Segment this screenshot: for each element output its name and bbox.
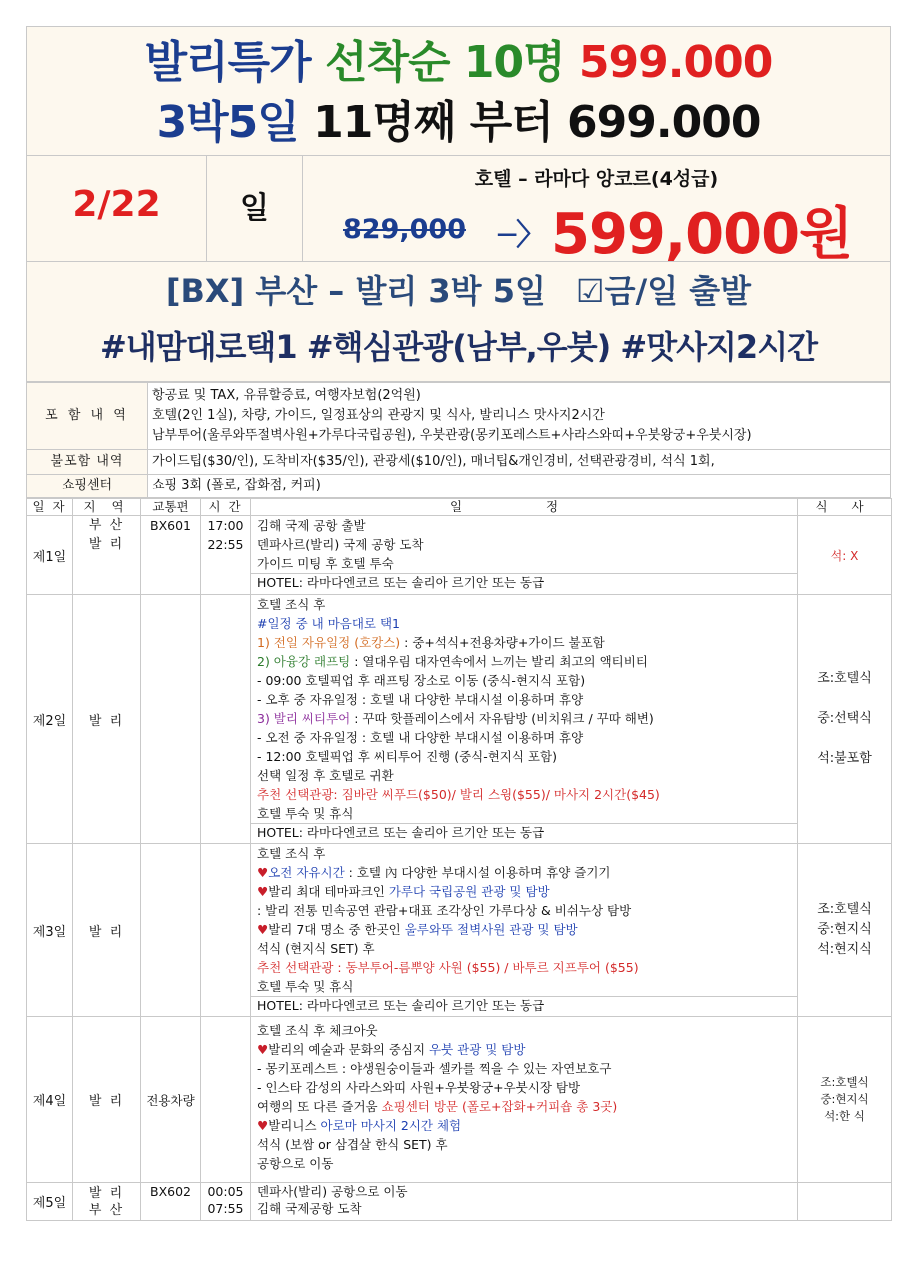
- itinerary-line: [257, 1040, 797, 1059]
- header-time: 시 간: [201, 499, 251, 516]
- itinerary-line: : 발리 전통 민속공연 관람+대표 조각상인 가루다상 & 비쉬누상 탐방: [257, 903, 632, 918]
- highlight: 쇼핑센터 방문 (폴로+잡화+커피숍 총 3곳): [381, 1099, 618, 1114]
- include-content: [148, 383, 891, 450]
- banner-first-come: 선착순 10명: [325, 37, 565, 88]
- day-row-3: [27, 844, 892, 1017]
- meal-lunch: 중:현지식: [817, 922, 872, 937]
- highlight: 가루다 국립공원 관광 및 탐방: [388, 884, 550, 899]
- itinerary-line: [257, 652, 797, 671]
- departure-days: ☑금/일 출발: [575, 272, 752, 310]
- banner-line-1: [27, 27, 890, 93]
- itinerary-line: - 몽키포레스트 : 야생원숭이들과 셀카를 찍을 수 있는 자연보호구: [257, 1061, 612, 1076]
- itinerary-line: [257, 863, 797, 882]
- itinerary-day-4: [251, 1017, 798, 1183]
- itinerary-line: 호텔 조식 후: [257, 597, 326, 612]
- highlight-desc: 발리의 예술과 문화의 중심지: [268, 1042, 430, 1057]
- include-label: 포 함 내 역: [27, 383, 148, 450]
- time-cell: [201, 516, 251, 595]
- route-row: [26, 262, 891, 382]
- itinerary-line: [257, 1097, 797, 1116]
- highlight-desc: 여행의 또 다른 즐거움: [257, 1099, 382, 1114]
- itinerary-line: 호텔 투숙 및 휴식: [257, 806, 354, 821]
- itinerary-line: - 오전 중 자유일정 : 호텔 내 다양한 부대시설 이용하며 휴양: [257, 730, 584, 745]
- schedule-table: [26, 498, 892, 1221]
- region-cell: 발 리: [73, 1017, 141, 1183]
- highlight: 우붓 관광 및 탐방: [429, 1042, 526, 1057]
- recommended-options: 추천 선택관광: 짐바란 씨푸드($50)/ 발리 스윙($55)/ 마사지 2시간($45): [257, 787, 660, 802]
- itinerary-line: [257, 882, 797, 901]
- recommended-options: 추천 선택관광 : 동부투어-름뿌양 사원 ($55) / 바투르 지프투어 ($55): [257, 960, 639, 975]
- meal-breakfast: 조:호텔식: [817, 671, 872, 686]
- meal-dinner: 석:한 식: [824, 1109, 865, 1123]
- time-arrival: 22:55: [207, 537, 244, 552]
- hotel-name: 호텔 – 라마다 앙코르(4성급): [474, 168, 719, 190]
- heart-icon: ♥: [257, 865, 269, 880]
- itinerary-line: 선택 일정 후 호텔로 귀환: [257, 768, 394, 783]
- day-row-5: [27, 1183, 892, 1221]
- meal-day-2: [798, 595, 892, 844]
- departure-day: 일: [207, 156, 303, 261]
- itinerary-line: [257, 709, 797, 728]
- day-label: 제3일: [27, 844, 73, 1017]
- banner-duration: 3박5일: [156, 97, 299, 148]
- itinerary-line: 호텔 조식 후 체크아웃: [257, 1023, 378, 1038]
- itinerary-line: - 12:00 호텔픽업 후 씨티투어 진행 (중식-현지식 포함): [257, 749, 557, 764]
- meal-day-4: [798, 1017, 892, 1183]
- hotel-info: HOTEL: 라마다엔코르 또는 솔리아 르기안 또는 동급: [251, 823, 797, 841]
- heart-icon: ♥: [257, 884, 269, 899]
- price-detail: [303, 156, 890, 267]
- highlight-desc: 발리 최대 테마파크인: [268, 884, 389, 899]
- heart-icon: ♥: [257, 1118, 269, 1133]
- header-transport: 교통편: [141, 499, 201, 516]
- region-cell: [73, 1183, 141, 1221]
- option-1-desc: : 중+석식+전용차량+가이드 불포함: [400, 635, 605, 650]
- region-from: 부 산: [88, 518, 125, 533]
- itinerary-line: 호텔 조식 후: [257, 846, 326, 861]
- highlight: 울루와뚜 절벽사원 관광 및 탐방: [404, 922, 578, 937]
- highlight: 오전 자유시간: [268, 865, 345, 880]
- option-3: 3) 발리 씨티투어: [257, 711, 351, 726]
- itinerary-line: 석식 (보쌈 or 삼겹살 한식 SET) 후: [257, 1137, 448, 1152]
- region-cell: 발 리: [73, 844, 141, 1017]
- itinerary-line: 김해 국제 공항 출발: [257, 518, 366, 533]
- meal-lunch: 중:선택식: [817, 711, 872, 726]
- travel-flyer: [26, 26, 891, 1221]
- include-line: 항공료 및 TAX, 유류할증료, 여행자보험(2억원): [152, 388, 421, 403]
- region-from: 발 리: [88, 1185, 125, 1201]
- itinerary-line: #일정 중 내 마음대로 택1: [257, 616, 400, 631]
- day-row-2: [27, 595, 892, 844]
- exclude-label: 불포함 내역: [27, 450, 148, 475]
- schedule-header: [27, 499, 892, 516]
- promo-banner: [26, 26, 891, 156]
- itinerary-line: 공항으로 이동: [257, 1156, 334, 1171]
- highlight-desc: 발리니스: [268, 1118, 321, 1133]
- meal-dinner: 석:현지식: [817, 942, 872, 957]
- transport-cell: [141, 844, 201, 1017]
- time-cell: [201, 844, 251, 1017]
- meal-breakfast: 조:호텔식: [820, 1075, 869, 1089]
- include-line: 호텔(2인 1실), 차량, 가이드, 일정표상의 관광지 및 식사, 발리니스 맛사지2시간: [152, 408, 605, 423]
- heart-icon: ♥: [257, 922, 269, 937]
- option-2-desc: : 열대우림 대자연속에서 느끼는 발리 최고의 액티비티: [350, 654, 648, 669]
- time-cell: [201, 595, 251, 844]
- region-cell: [73, 516, 141, 595]
- itinerary-line: - 인스타 감성의 사라스와띠 사원+우붓왕궁+우붓시장 탐방: [257, 1080, 581, 1095]
- itinerary-line: 덴파사르(발리) 국제 공항 도착: [257, 537, 424, 552]
- itinerary-line: 덴파사(발리) 공항으로 이동: [257, 1184, 408, 1199]
- itinerary-line: 호텔 투숙 및 휴식: [257, 979, 354, 994]
- option-1: 1) 전일 자유일정 (호캉스): [257, 635, 401, 650]
- shop-label: 쇼핑센터: [27, 475, 148, 498]
- meal-day-3: [798, 844, 892, 1017]
- day-label: 제1일: [27, 516, 73, 595]
- banner-title: 발리특가: [144, 37, 311, 88]
- meal-day-5: [798, 1183, 892, 1221]
- time-arrival: 07:55: [207, 1201, 244, 1216]
- header-day: 일 자: [27, 499, 73, 516]
- transport-cell: [141, 595, 201, 844]
- itinerary-line: 김해 국제공항 도착: [257, 1201, 362, 1216]
- option-3-desc: : 꾸따 핫플레이스에서 자유탐방 (비치워크 / 꾸따 해변): [350, 711, 654, 726]
- header-meal: 식 사: [798, 499, 892, 516]
- itinerary-line: 가이드 미팅 후 호텔 투숙: [257, 556, 394, 571]
- time-cell: [201, 1017, 251, 1183]
- day-label: 제5일: [27, 1183, 73, 1221]
- header-itinerary: 일 정: [251, 499, 798, 516]
- flight-number: BX601: [141, 516, 201, 595]
- day-label: 제4일: [27, 1017, 73, 1183]
- banner-price: 599.000: [578, 37, 773, 88]
- highlight-desc: : 호텔 內 다양한 부대시설 이용하며 휴양 즐기기: [344, 865, 611, 880]
- itinerary-day-1: [251, 516, 798, 595]
- time-cell: [201, 1183, 251, 1221]
- header-region: 지 역: [73, 499, 141, 516]
- day-label: 제2일: [27, 595, 73, 844]
- highlight: 아로마 마사지 2시간 체험: [320, 1118, 462, 1133]
- departure-date: 2/22: [27, 156, 207, 261]
- region-to: 부 산: [88, 1202, 125, 1218]
- itinerary-line: 석식 (현지식 SET) 후: [257, 941, 375, 956]
- flight-number: BX602: [141, 1183, 201, 1221]
- hotel-info: HOTEL: 라마다엔코르 또는 솔리아 르기안 또는 동급: [251, 996, 797, 1014]
- meal-dinner: 석:불포함: [817, 751, 872, 766]
- exclude-content: 가이드팁($30/인), 도착비자($35/인), 관광세($10/인), 매너팁&개인경비, 선택관광경비, 석식 1회,: [148, 450, 891, 475]
- itinerary-day-5: [251, 1183, 798, 1221]
- region-cell: 발 리: [73, 595, 141, 844]
- day-row-1: [27, 516, 892, 595]
- old-price: 829,000: [343, 214, 466, 245]
- banner-later-price: 11명째 부터 699.000: [313, 97, 761, 148]
- itinerary-line: - 오후 중 자유일정 : 호텔 내 다양한 부대시설 이용하며 휴양: [257, 692, 584, 707]
- inclusion-table: [26, 382, 891, 498]
- meal-lunch: 중:현지식: [820, 1092, 869, 1106]
- price-row: [26, 156, 891, 267]
- meal-day-1: 석: X: [798, 516, 892, 595]
- day-row-4: [27, 1017, 892, 1183]
- itinerary-line: [257, 1116, 797, 1135]
- transport-cell: 전용차량: [141, 1017, 201, 1183]
- itinerary-day-2: [251, 595, 798, 844]
- route-hashtags: #내맘대로택1 #핵심관광(남부,우붓) #맛사지2시간: [99, 328, 818, 366]
- itinerary-line: - 09:00 호텔픽업 후 래프팅 장소로 이동 (중식-현지식 포함): [257, 673, 586, 688]
- meal-breakfast: 조:호텔식: [817, 902, 872, 917]
- arrow-icon: ─〉: [498, 218, 547, 253]
- sale-price: 599,000원: [551, 202, 853, 267]
- time-departure: 00:05: [207, 1184, 244, 1199]
- time-departure: 17:00: [207, 518, 244, 533]
- region-to: 발 리: [88, 537, 125, 552]
- highlight-desc: 발리 7대 명소 중 한곳인: [268, 922, 405, 937]
- include-line: 남부투어(울루와뚜절벽사원+가루다국립공원), 우붓관광(몽키포레스트+사라스와띠+우붓왕궁+우붓시장): [152, 428, 752, 443]
- option-2: 2) 아융강 래프팅: [257, 654, 351, 669]
- hotel-info: HOTEL: 라마다엔코르 또는 솔리아 르기안 또는 동급: [251, 573, 797, 591]
- banner-line-2: [27, 93, 890, 153]
- shop-content: 쇼핑 3회 (폴로, 잡화점, 커피): [148, 475, 891, 498]
- itinerary-day-3: [251, 844, 798, 1017]
- heart-icon: ♥: [257, 1042, 269, 1057]
- route-name: [BX] 부산 – 발리 3박 5일: [165, 272, 546, 310]
- itinerary-line: [257, 633, 797, 652]
- itinerary-line: [257, 920, 797, 939]
